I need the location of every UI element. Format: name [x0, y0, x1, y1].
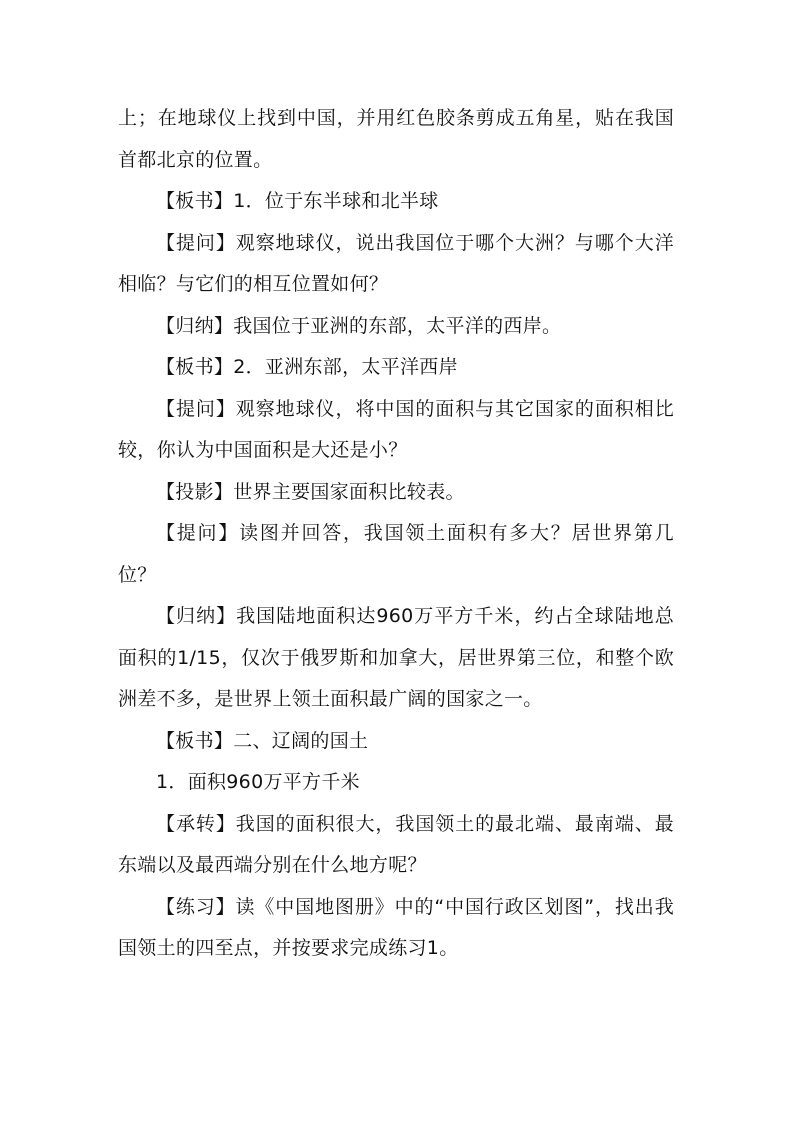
paragraph-summary-area: 【归纳】我国陆地面积达960万平方千米，约占全球陆地总面积的1/15，仅次于俄罗斯和加拿大，居世界第三位，和整个欧洲差不多，是世界上领土面积最广阔的国家之一。: [118, 605, 674, 710]
paragraph-exercise: 【练习】读《中国地图册》中的“中国行政区划图”，找出我国领土的四至点，并按要求完成练习1。: [118, 895, 674, 959]
paragraph-question-rank: 【提问】读图并回答，我国领土面积有多大？居世界第几位？: [118, 522, 674, 586]
paragraph-question-continent: 【提问】观察地球仪，说出我国位于哪个大洲？与哪个大洋相临？与它们的相互位置如何？: [118, 231, 674, 295]
paragraph-area-value: 1．面积960万平方千米: [156, 771, 360, 793]
paragraph-board-territory: 【板书】二、辽阔的国土: [156, 729, 369, 752]
document-body: [118, 98, 674, 970]
paragraph-projection: 【投影】世界主要国家面积比较表。: [156, 480, 465, 503]
paragraph-transition: 【承转】我国的面积很大，我国领土的最北端、最南端、最东端以及最西端分别在什么地方呢？: [118, 812, 674, 876]
paragraph-summary-location: 【归纳】我国位于亚洲的东部，太平洋的西岸。: [156, 314, 562, 337]
paragraph-board-1: 【板书】1．位于东半球和北半球: [156, 190, 439, 212]
paragraph-continuation: 上；在地球仪上找到中国，并用红色胶条剪成五角星，贴在我国首都北京的位置。: [118, 107, 674, 171]
paragraph-question-area: 【提问】观察地球仪，将中国的面积与其它国家的面积相比较，你认为中国面积是大还是小？: [118, 397, 674, 461]
paragraph-board-2: 【板书】2．亚洲东部，太平洋西岸: [156, 356, 458, 378]
